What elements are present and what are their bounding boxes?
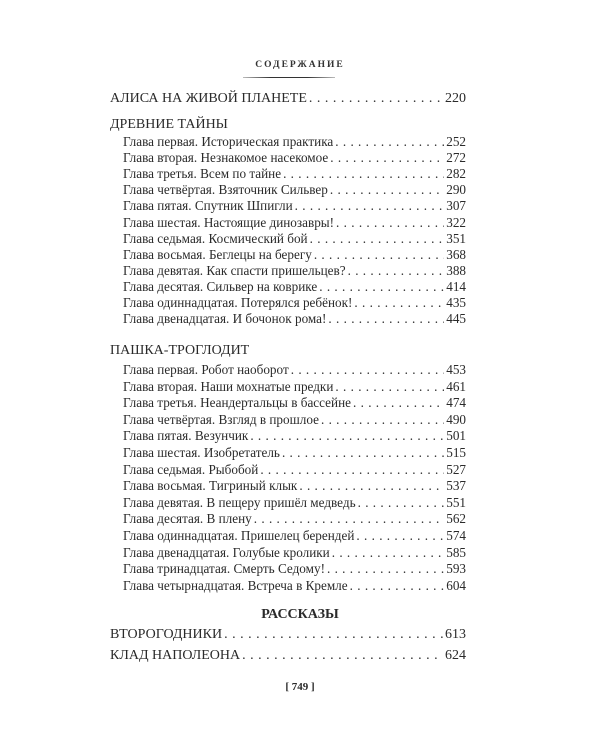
toc-entry[interactable] — [123, 428, 466, 444]
toc-entry[interactable] — [123, 445, 466, 461]
dot-leader — [327, 561, 444, 577]
entry-title: Глава десятая. Сильвер на коврике — [123, 278, 318, 294]
entry-page: 474 — [446, 395, 466, 411]
entry-title: Глава первая. Историческая практика — [123, 134, 334, 149]
entry-page: 562 — [446, 511, 466, 527]
entry-title: Глава десятая. В плену — [123, 511, 252, 527]
toc-entry[interactable] — [123, 478, 466, 494]
entry-page: 585 — [446, 544, 466, 560]
toc-entry[interactable] — [123, 362, 466, 378]
entry-page: 574 — [446, 528, 466, 543]
page-number: [ 749 ] — [285, 681, 315, 693]
toc-entry[interactable] — [123, 311, 466, 327]
entry-page: 515 — [446, 445, 466, 460]
entry-title: Глава девятая. Как спасти пришельцев? — [123, 262, 346, 278]
toc-entry[interactable] — [123, 166, 466, 182]
entry-page: 527 — [446, 461, 466, 477]
toc-entry[interactable] — [123, 495, 466, 511]
entry-title: Глава одиннадцатая. Пришелец берендей — [123, 528, 355, 543]
dot-leader — [328, 311, 444, 327]
toc-entry[interactable] — [123, 182, 466, 198]
entry-title: Глава вторая. Наши мохнатые предки — [123, 378, 334, 394]
toc-entry[interactable] — [110, 648, 466, 664]
dot-leader — [358, 495, 445, 511]
entry-title: Глава шестая. Изобретатель — [123, 445, 280, 460]
entry-title: Глава седьмая. Рыбобой — [123, 461, 259, 477]
entry-page: 537 — [446, 478, 466, 494]
dot-leader — [283, 166, 444, 182]
entry-page: 501 — [446, 428, 466, 444]
toc-entry[interactable] — [110, 91, 466, 107]
dot-leader — [250, 428, 444, 444]
dot-leader — [350, 578, 445, 594]
dot-leader — [260, 462, 444, 478]
entry-page: 551 — [446, 494, 466, 510]
toc-entry[interactable] — [123, 150, 466, 166]
dot-leader — [309, 91, 443, 107]
heading-rule — [243, 77, 335, 78]
entry-page: 282 — [446, 166, 466, 182]
dot-leader — [314, 247, 444, 263]
entry-page: 272 — [446, 150, 466, 166]
toc-entry[interactable] — [123, 231, 466, 247]
entry-title: Глава первая. Робот наоборот — [123, 362, 289, 377]
entry-title: КЛАД НАПОЛЕОНА — [110, 647, 241, 663]
entry-page: 445 — [446, 311, 466, 327]
toc-entry[interactable] — [123, 295, 466, 311]
dot-leader — [332, 545, 444, 561]
toc-entry[interactable] — [123, 578, 466, 594]
dot-leader — [330, 182, 444, 198]
dot-leader — [336, 215, 444, 231]
toc-entry[interactable] — [123, 528, 466, 544]
entry-title: Глава седьмая. Космический бой — [123, 230, 308, 246]
entry-page: 593 — [446, 561, 466, 577]
entry-title: Глава вторая. Незнакомое насекомое — [123, 150, 329, 166]
toc-entry[interactable] — [110, 627, 466, 643]
dot-leader — [295, 198, 445, 214]
entry-title: Глава четвёртая. Взгляд в прошлое — [123, 411, 319, 427]
toc-entry[interactable] — [123, 215, 466, 231]
entry-title: АЛИСА НА ЖИВОЙ ПЛАНЕТЕ — [110, 91, 307, 106]
toc-entry[interactable] — [123, 412, 466, 428]
entry-page: 461 — [446, 378, 466, 394]
dot-leader — [224, 627, 443, 643]
dot-leader — [242, 648, 443, 664]
toc-entry[interactable] — [123, 379, 466, 395]
dot-leader — [291, 362, 445, 378]
dot-leader — [254, 511, 444, 527]
entry-title: Глава одиннадцатая. Потерялся ребёнок! — [123, 295, 353, 310]
dot-leader — [348, 263, 445, 279]
entry-title: Глава двенадцатая. И бочонок рома! — [123, 311, 327, 327]
entry-title: Глава третья. Всем по тайне — [123, 166, 282, 182]
entry-page: 435 — [446, 295, 466, 310]
toc-entry[interactable] — [123, 263, 466, 279]
dot-leader — [356, 528, 444, 544]
entry-page: 252 — [446, 134, 466, 149]
dot-leader — [321, 412, 444, 428]
toc-entry[interactable] — [123, 545, 466, 561]
entry-title: Глава восьмая. Тигриный клык — [123, 478, 298, 494]
entry-page: 388 — [446, 262, 466, 278]
toc-entry[interactable] — [123, 561, 466, 577]
entry-page: 290 — [446, 182, 466, 198]
dot-leader — [335, 134, 444, 150]
entry-page: 490 — [446, 411, 466, 427]
dot-leader — [310, 231, 445, 247]
entry-page: 307 — [446, 198, 466, 214]
toc-entry[interactable] — [123, 247, 466, 263]
entry-page: 351 — [446, 230, 466, 246]
entry-page: 368 — [446, 246, 466, 262]
entry-title: ВТОРОГОДНИКИ — [110, 627, 223, 642]
toc-entry[interactable] — [123, 134, 466, 150]
toc-entry[interactable] — [123, 279, 466, 295]
dot-leader — [335, 379, 444, 395]
entry-page: 414 — [446, 278, 466, 294]
toc-entry[interactable] — [123, 511, 466, 527]
entry-title: Глава девятая. В пещеру пришёл медведь — [123, 494, 356, 510]
toc-entry[interactable] — [123, 198, 466, 214]
dot-leader — [282, 445, 444, 461]
toc-entry[interactable] — [123, 395, 466, 411]
entry-page: 613 — [445, 627, 466, 642]
section-title: ДРЕВНИЕ ТАЙНЫ — [110, 117, 228, 132]
dot-leader — [299, 478, 444, 494]
dot-leader — [353, 395, 444, 411]
entry-title: Глава восьмая. Беглецы на берегу — [123, 246, 312, 262]
entry-title: Глава тринадцатая. Смерть Седому! — [123, 561, 325, 577]
entry-title: Глава пятая. Спутник Шпигли — [123, 198, 293, 214]
toc-entry[interactable] — [123, 462, 466, 478]
entry-page: 322 — [446, 214, 466, 230]
entry-title: Глава шестая. Настоящие динозавры! — [123, 214, 335, 230]
entry-page: 220 — [445, 91, 466, 106]
entry-page: 624 — [445, 647, 466, 663]
section-title: ПАШКА-ТРОГЛОДИТ — [110, 343, 250, 358]
entry-title: Глава четвёртая. Взяточник Сильвер — [123, 182, 328, 198]
dot-leader — [354, 295, 444, 311]
stories-heading: РАССКАЗЫ — [261, 607, 339, 622]
dot-leader — [319, 279, 444, 295]
contents-heading: СОДЕРЖАНИЕ — [255, 60, 345, 70]
entry-page: 604 — [446, 577, 466, 593]
entry-title: Глава третья. Неандертальцы в бассейне — [123, 395, 351, 411]
dot-leader — [330, 150, 444, 166]
entry-page: 453 — [446, 362, 466, 377]
entry-title: Глава двенадцатая. Голубые кролики — [123, 544, 330, 560]
entry-title: Глава четырнадцатая. Встреча в Кремле — [123, 577, 348, 593]
entry-title: Глава пятая. Везунчик — [123, 428, 249, 444]
